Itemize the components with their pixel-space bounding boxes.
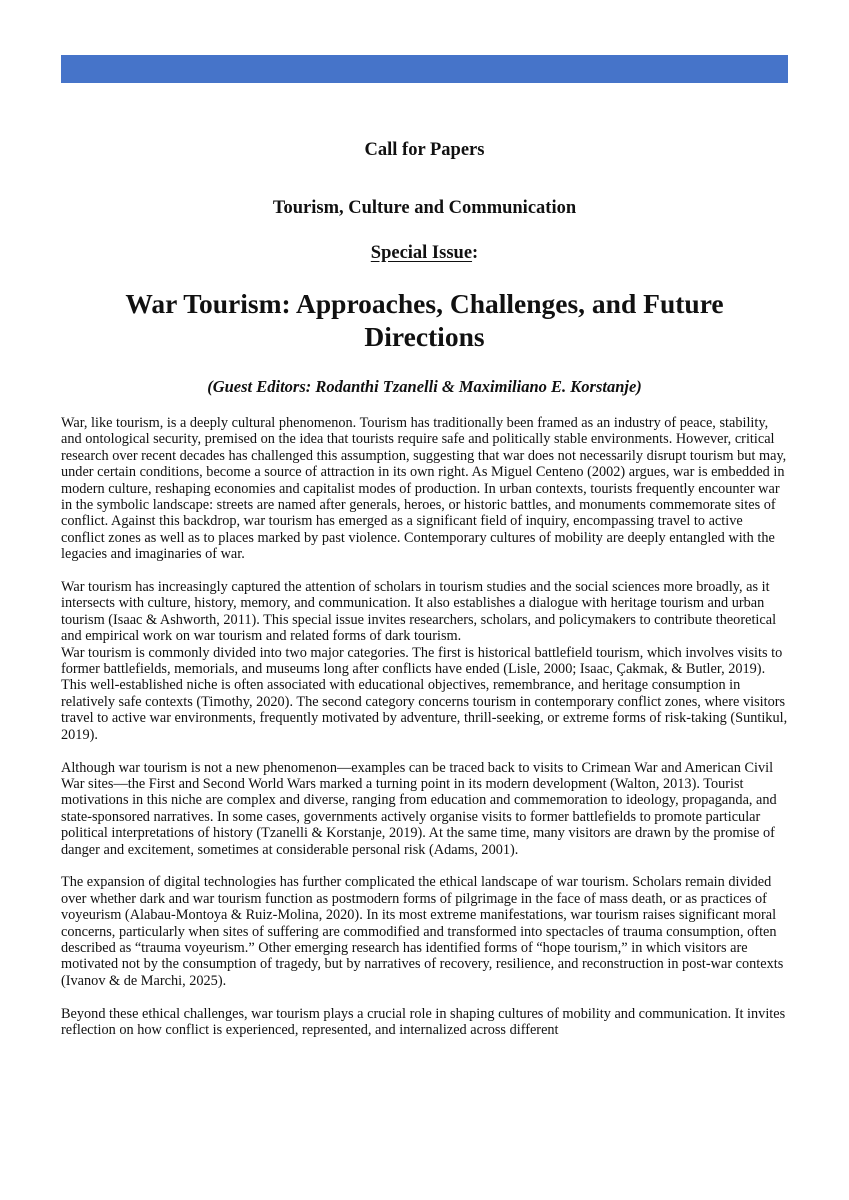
special-issue-title (0, 287, 849, 353)
paragraph-1: War, like tourism, is a deeply cultural phenomenon. Tourism has traditionally been framed as an industry of peace, stability, and ontological security, premised on the idea that tourists require safe and politically stable environments. However, critical research over recent decades has challenged this assumption, suggesting that war does not necessarily disrupt tourism but may, under certain conditions, become a source of attraction in its own right. As Miguel Centeno (2002) argues, war is embedded in modern culture, reshaping economies and capitalist modes of production. In urban contexts, tourists frequently encounter war in the symbolic landscape: streets are named after generals, heroes, or historic battles, and monuments commemorate sites of conflict. Against this backdrop, war tourism has emerged as a significant field of inquiry, encompassing travel to active conflict zones as well as to places marked by past violence. Contemporary cultures of mobility are deeply entangled with the legacies and imaginaries of war. (61, 415, 787, 563)
paragraph-5: The expansion of digital technologies has further complicated the ethical landscape of war tourism. Scholars remain divided over whether dark and war tourism function as postmodern forms of pilgrimage in the face of mass death, or as practices of voyeurism (Alabau-Montoya & Ruiz-Molina, 2020). In its most extreme manifestations, war tourism raises significant moral concerns, particularly when sites of suffering are commodified and transformed into spectacles of trauma consumption, often described as “trauma voyeurism.” Other emerging research has identified forms of “hope tourism,” in which visitors are motivated not by the consumption of tragedy, but by narratives of recovery, resilience, and reconstruction in post-war contexts (Ivanov & de Marchi, 2025). (61, 874, 784, 989)
header-bar (61, 55, 788, 83)
body-text (61, 415, 789, 1055)
paragraph-2: War tourism has increasingly captured the attention of scholars in tourism studies and the social sciences more broadly, as it intersects with culture, history, memory, and communication. It also establishes a dialogue with heritage tourism and urban tourism (Isaac & Ashworth, 2011). This special issue invites researchers, scholars, and policymakers to contribute theoretical and empirical work on war tourism and related forms of dark tourism. (61, 579, 777, 645)
special-issue-text: Special Issue (370, 243, 473, 263)
call-for-papers-heading: Call for Papers (364, 140, 485, 160)
title-line-2: Directions (364, 321, 485, 352)
title-line-1: War Tourism: Approaches, Challenges, and Future (125, 288, 724, 319)
journal-name: Tourism, Culture and Communication (272, 198, 577, 218)
guest-editors: (Guest Editors: Rodanthi Tzanelli & Maximiliano E. Korstanje) (207, 377, 642, 396)
paragraph-4: Although war tourism is not a new phenomenon—examples can be traced back to visits to Crimean War and American Civil War sites—the First and Second World Wars marked a turning point in its modern development (Walton, 2013). Tourist motivations in this niche are complex and diverse, ranging from education and commemoration to ideology, propaganda, and state-sponsored narratives. In some cases, governments actively organise visits to former battlefields to promote particular political interpretations of history (Tzanelli & Korstanje, 2019). At the same time, many visitors are drawn by the promise of danger and excitement, sometimes at considerable personal risk (Adams, 2001). (61, 759, 777, 858)
special-issue-colon: : (472, 243, 479, 263)
paragraph-6: Beyond these ethical challenges, war tourism plays a crucial role in shaping cultures of mobility and communication. It invites reflection on how conflict is experienced, represented, and internalized across different (61, 1005, 786, 1038)
special-issue-label (0, 243, 849, 264)
paragraph-3: War tourism is commonly divided into two major categories. The first is historical battlefield tourism, which involves visits to former battlefields, memorials, and museums long after conflicts have ended (Lisle, 2000; Isaac, Çakmak, & Butler, 2019). This well-established niche is often associated with educational objectives, remembrance, and heritage consumption in relatively safe contexts (Timothy, 2020). The second category concerns tourism in contemporary conflict zones, where visitors travel to active war environments, frequently motivated by adventure, thrill-seeking, or extreme forms of risk-taking (Suntikul, 2019). (61, 644, 788, 743)
